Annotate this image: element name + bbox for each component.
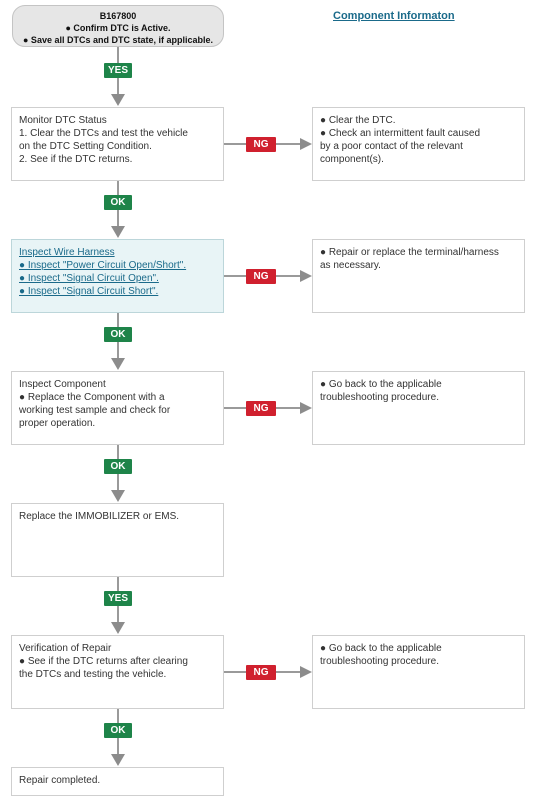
step-line: 2. See if the DTC returns. <box>19 154 133 165</box>
ng-line: ● Check an intermittent fault caused <box>320 128 481 139</box>
ok-badge: OK <box>104 459 132 474</box>
step-monitor-dtc-status <box>11 107 224 181</box>
ng-badge: NG <box>246 269 276 284</box>
ng-line: as necessary. <box>320 260 381 271</box>
step-title: Inspect Component <box>19 379 106 390</box>
step-line: proper operation. <box>19 418 96 429</box>
inspect-wire-harness-link[interactable]: Inspect Wire Harness <box>19 247 115 258</box>
ng-result-verification <box>312 635 525 709</box>
dtc-code: B167800 <box>99 11 137 21</box>
step-line: the DTCs and testing the vehicle. <box>19 669 167 680</box>
ok-badge: OK <box>104 327 132 342</box>
step-inspect-component <box>11 371 224 445</box>
step-title: Replace the IMMOBILIZER or EMS. <box>19 511 180 522</box>
ng-line: troubleshooting procedure. <box>320 392 439 403</box>
step-line: working test sample and check for <box>19 405 171 416</box>
signal-circuit-open-link[interactable]: ● Inspect "Signal Circuit Open". <box>19 273 159 284</box>
step-line: ● Replace the Component with a <box>19 392 165 403</box>
step-line: 1. Clear the DTCs and test the vehicle <box>19 128 188 139</box>
yes-badge: YES <box>104 591 132 606</box>
ng-line: ● Repair or replace the terminal/harness <box>320 247 499 258</box>
power-circuit-link[interactable]: ● Inspect "Power Circuit Open/Short". <box>19 260 187 271</box>
signal-circuit-short-link[interactable]: ● Inspect "Signal Circuit Short". <box>19 286 159 297</box>
ng-result-monitor <box>312 107 525 181</box>
step-title: Monitor DTC Status <box>19 115 107 126</box>
ng-line: ● Clear the DTC. <box>320 115 396 126</box>
ng-line: troubleshooting procedure. <box>320 656 439 667</box>
step-repair-completed <box>11 767 224 796</box>
ng-result-component <box>312 371 525 445</box>
start-line-save: ● Save all DTCs and DTC state, if applicable. <box>23 35 213 45</box>
step-inspect-wire-harness <box>11 239 224 313</box>
ng-result-wire-harness <box>312 239 525 313</box>
ng-line: ● Go back to the applicable <box>320 379 442 390</box>
ng-line: component(s). <box>320 154 384 165</box>
ng-badge: NG <box>246 137 276 152</box>
step-line: on the DTC Setting Condition. <box>19 141 152 152</box>
ng-badge: NG <box>246 401 276 416</box>
ok-badge: OK <box>104 723 132 738</box>
step-line: ● See if the DTC returns after clearing <box>19 656 188 667</box>
step-replace-immobilizer <box>11 503 224 577</box>
component-information-link[interactable]: Component Informaton <box>333 10 455 22</box>
ok-badge: OK <box>104 195 132 210</box>
step-verification-of-repair <box>11 635 224 709</box>
start-node-dtc <box>12 5 224 47</box>
start-line-confirm: ● Confirm DTC is Active. <box>65 23 171 33</box>
ng-line: by a poor contact of the relevant <box>320 141 463 152</box>
step-title: Repair completed. <box>19 775 101 786</box>
ng-badge: NG <box>246 665 276 680</box>
ng-line: ● Go back to the applicable <box>320 643 442 654</box>
yes-badge: YES <box>104 63 132 78</box>
step-title: Verification of Repair <box>19 643 112 654</box>
